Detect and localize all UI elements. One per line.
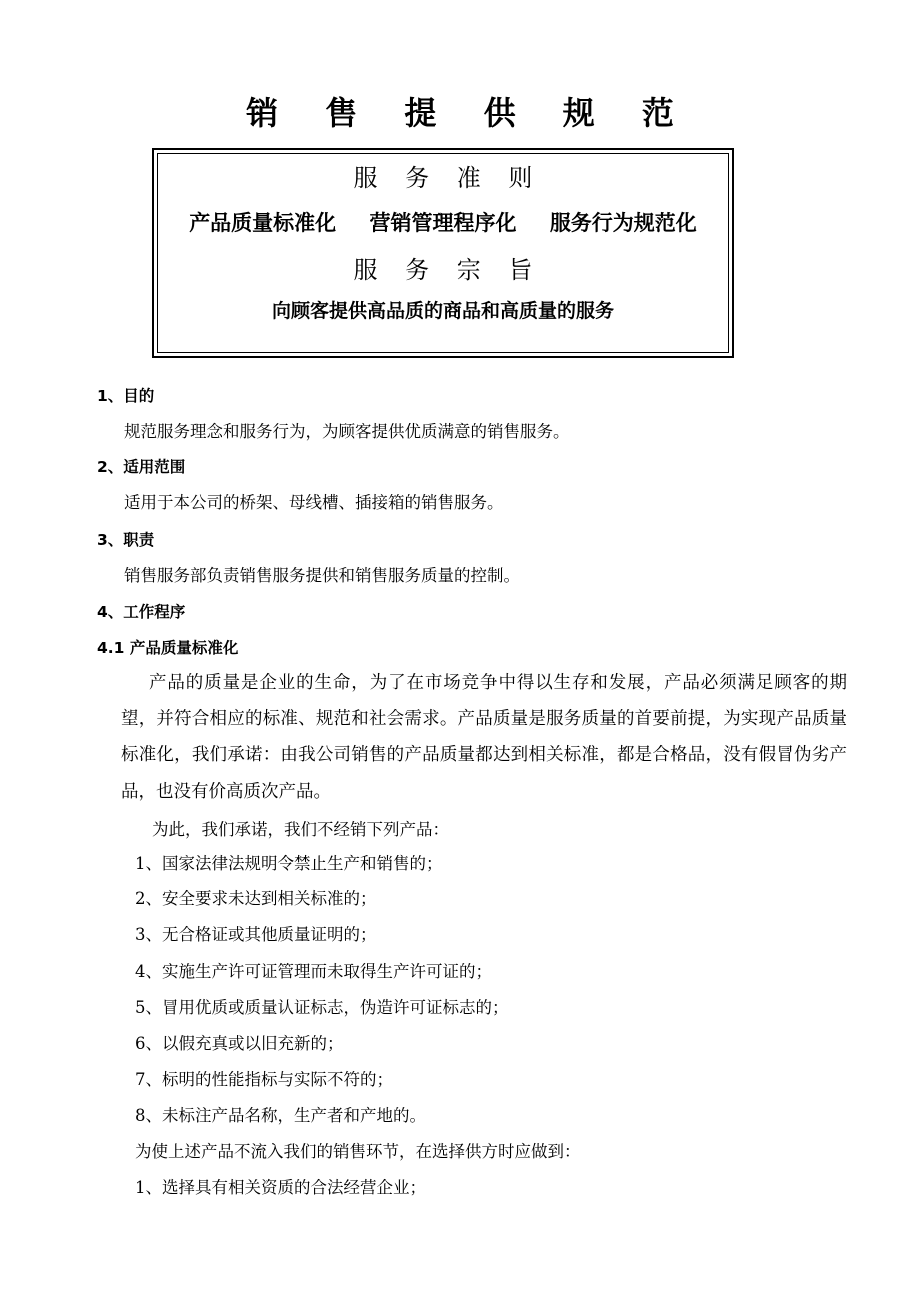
purpose-title: 服 务 宗 旨 (353, 256, 543, 284)
supplier-intro: 为使上述产品不流入我们的销售环节，在选择供方时应做到： (135, 1142, 581, 1161)
supplier-item: 1、选择具有相关资质的合法经营企业； (135, 1178, 426, 1197)
section-4-1-heading: 4.1 产品质量标准化 (97, 639, 239, 657)
prohibited-item: 1、国家法律法规明令禁止生产和销售的； (135, 854, 443, 873)
section-2-body: 适用于本公司的桥架、母线槽、插接箱的销售服务。 (124, 493, 504, 512)
principles-row (152, 207, 734, 237)
section-1-heading: 1、目的 (97, 387, 155, 405)
section-4-heading: 4、工作程序 (97, 603, 186, 621)
section-1-body: 规范服务理念和服务行为，为顾客提供优质满意的销售服务。 (124, 422, 570, 441)
principle-title: 服 务 准 则 (353, 164, 543, 192)
prohibited-item: 3、无合格证或其他质量证明的； (135, 925, 377, 944)
section-3-heading: 3、职责 (97, 531, 155, 549)
prohibited-intro: 为此，我们承诺，我们不经销下列产品： (152, 820, 449, 839)
document-title: 销 售 提 供 规 范 (246, 94, 692, 132)
principle-1: 产品质量标准化 (189, 211, 337, 235)
prohibited-item: 2、安全要求未达到相关标准的； (135, 889, 377, 908)
section-2-heading: 2、适用范围 (97, 458, 186, 476)
principle-3: 服务行为规范化 (549, 211, 697, 235)
prohibited-item: 6、以假充真或以旧充新的； (135, 1034, 344, 1053)
principle-2: 营销管理程序化 (369, 211, 517, 235)
section-4-1-paragraph: 产品的质量是企业的生命，为了在市场竞争中得以生存和发展，产品必须满足顾客的期望，并符合相应的标准、规范和社会需求。产品质量是服务质量的首要前提，为实现产品质量标准化，我们承诺：由我公司销售的产品质量都达到相关标准，都是合格品，没有假冒伪劣产品，也没有价高质次产品。 (121, 673, 847, 802)
purpose-text: 向顾客提供高品质的商品和高质量的服务 (271, 300, 614, 322)
prohibited-item: 7、标明的性能指标与实际不符的； (135, 1070, 393, 1089)
section-3-body: 销售服务部负责销售服务提供和销售服务质量的控制。 (124, 566, 520, 585)
prohibited-item: 4、实施生产许可证管理而未取得生产许可证的； (135, 962, 492, 981)
prohibited-item: 5、冒用优质或质量认证标志，伪造许可证标志的； (135, 998, 509, 1017)
prohibited-item: 8、未标注产品名称，生产者和产地的。 (135, 1106, 426, 1125)
